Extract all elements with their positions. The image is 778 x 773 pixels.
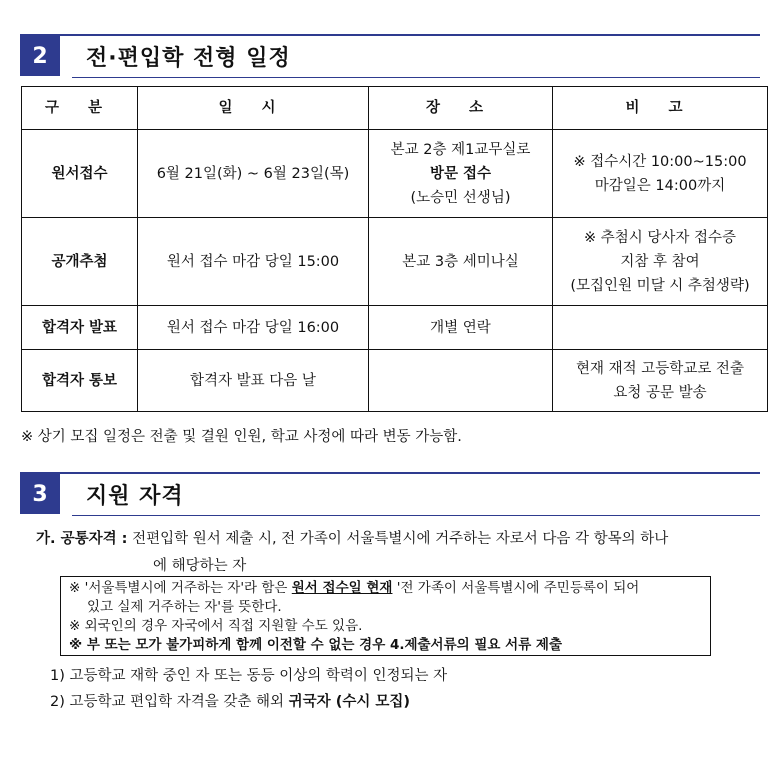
section-title: 지원 자격 — [86, 483, 184, 509]
qualification-label: 가. 공통자격 : — [36, 531, 128, 547]
header-datetime: 일 시 — [138, 87, 369, 130]
row-label: 합격자 통보 — [22, 350, 138, 412]
note-line: 마감일은 14:00까지 — [594, 177, 726, 194]
header-rule-bottom — [72, 77, 760, 78]
header-rule-top — [20, 34, 760, 36]
list-item-bold: 귀국자 (수시 모집) — [288, 694, 411, 710]
row-date: 원서 접수 마감 당일 16:00 — [138, 306, 369, 350]
place-line: 방문 접수 — [429, 165, 492, 182]
table-row — [22, 130, 768, 218]
row-note — [553, 218, 768, 306]
notice-emphasis: 원서 접수일 현재 — [291, 580, 393, 596]
section-number: 2 — [20, 36, 60, 76]
note-line: 지참 후 참여 — [620, 253, 700, 270]
note-line: (모집인원 미달 시 추첨생략) — [570, 277, 750, 294]
row-date: 합격자 발표 다음 날 — [138, 350, 369, 412]
header-place: 장 소 — [369, 87, 553, 130]
qualification-text-cont: 에 해당하는 자 — [153, 558, 247, 574]
row-label: 합격자 발표 — [22, 306, 138, 350]
note-line: 요청 공문 발송 — [613, 384, 707, 401]
note-line: ※ 추첨시 당사자 접수증 — [583, 229, 737, 246]
place-line: (노승민 선생님) — [410, 189, 511, 206]
notice-text: '전 가족이 서울특별시에 주민등록이 되어 — [392, 580, 640, 596]
section-3-header — [20, 472, 760, 516]
residency-notice-box — [60, 576, 711, 656]
row-place — [369, 130, 553, 218]
qualification-text: 전편입학 원서 제출 시, 전 가족이 서울특별시에 거주하는 자로서 다음 각 항목의 하나 — [132, 531, 669, 547]
list-item-text: 2) 고등학교 편입학 자격을 갖춘 해외 — [50, 694, 289, 710]
list-item: 1) 고등학교 재학 중인 자 또는 동등 이상의 학력이 인정되는 자 — [50, 668, 448, 684]
table-row — [22, 218, 768, 306]
schedule-table — [21, 86, 768, 412]
row-place: 개별 연락 — [369, 306, 553, 350]
header-remarks: 비 고 — [553, 87, 768, 130]
qualification-list — [50, 663, 447, 715]
row-place — [369, 350, 553, 412]
header-category: 구 분 — [22, 87, 138, 130]
header-rule-top — [20, 472, 760, 474]
table-header-row — [22, 87, 768, 130]
notice-text: ※ '서울특별시에 거주하는 자'라 함은 — [69, 580, 292, 596]
section-title: 전·편입학 전형 일정 — [86, 45, 291, 71]
row-date: 6월 21일(화) ~ 6월 23일(목) — [138, 130, 369, 218]
section-2-header — [20, 34, 760, 78]
note-line: ※ 접수시간 10:00~15:00 — [573, 153, 747, 170]
row-note — [553, 306, 768, 350]
row-note — [553, 350, 768, 412]
place-line: 본교 2층 제1교무실로 — [390, 141, 531, 158]
row-date: 원서 접수 마감 당일 15:00 — [138, 218, 369, 306]
row-note — [553, 130, 768, 218]
notice-bold: ※ 부 또는 모가 불가피하게 함께 이전할 수 없는 경우 4.제출서류의 필요 서류 제출 — [69, 637, 563, 653]
row-place: 본교 3층 세미나실 — [369, 218, 553, 306]
list-item — [50, 689, 447, 715]
schedule-note: ※ 상기 모집 일정은 전출 및 결원 인원, 학교 사정에 따라 변동 가능함. — [21, 429, 462, 445]
section-number: 3 — [20, 474, 60, 514]
notice-text: ※ 외국인의 경우 자국에서 직접 지원할 수도 있음. — [69, 618, 363, 634]
notice-text: 있고 실제 거주하는 자'를 뜻한다. — [87, 599, 282, 615]
row-label: 원서접수 — [22, 130, 138, 218]
common-qualification — [36, 527, 772, 575]
header-rule-bottom — [72, 515, 760, 516]
table-row — [22, 350, 768, 412]
row-label: 공개추첨 — [22, 218, 138, 306]
note-line: 현재 재적 고등학교로 전출 — [576, 360, 744, 377]
table-row — [22, 306, 768, 350]
